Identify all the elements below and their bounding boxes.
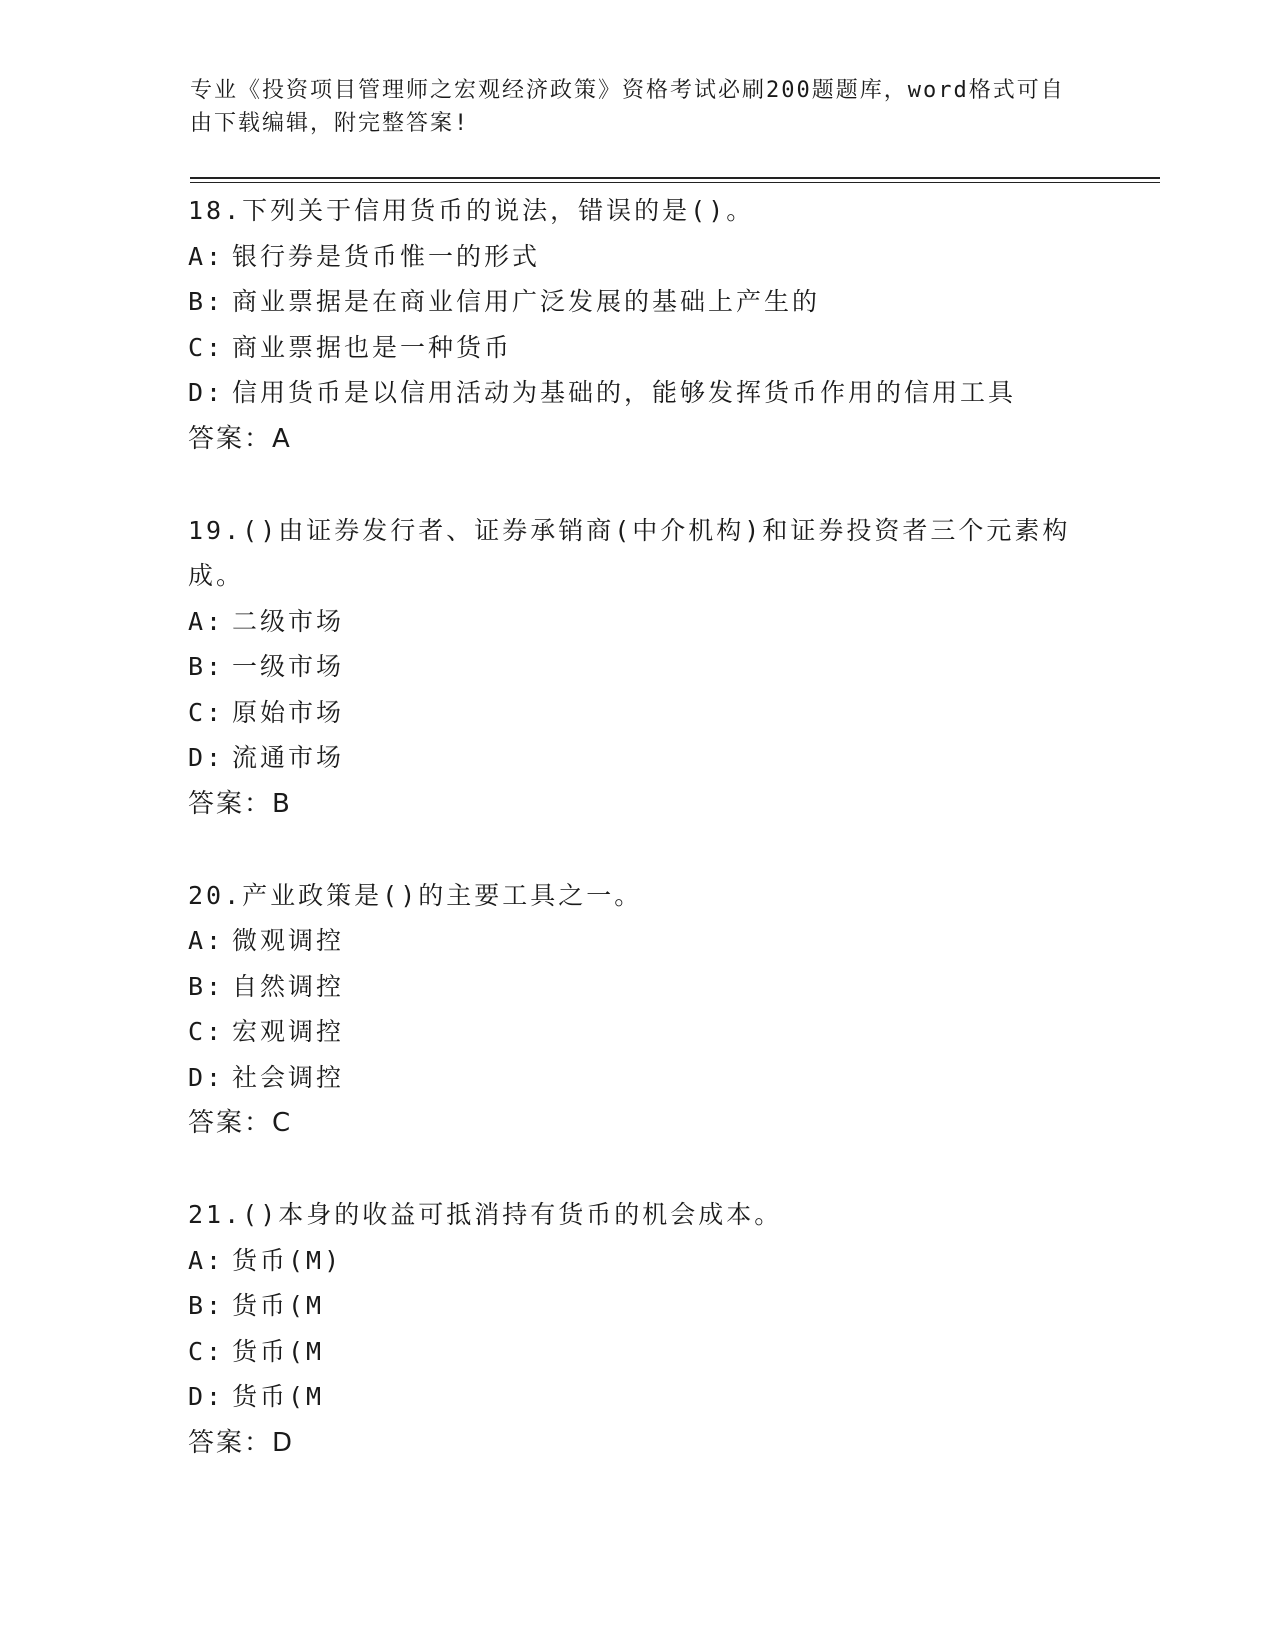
option-text: 银行券是货币惟一的形式 xyxy=(232,241,541,271)
answer-line xyxy=(188,781,1088,827)
option-key: C: xyxy=(188,697,225,727)
option-key: B: xyxy=(188,652,225,681)
option-c xyxy=(188,1329,1088,1375)
option-c xyxy=(188,690,1088,736)
answer-label: 答案： xyxy=(188,1427,273,1458)
question-stem: 18.下列关于信用货币的说法，错误的是()。 xyxy=(188,196,755,225)
answer-label: 答案： xyxy=(188,788,273,819)
option-key: C: xyxy=(188,332,225,362)
option-text: 原始市场 xyxy=(232,697,345,727)
option-d xyxy=(188,1374,1088,1420)
option-a xyxy=(188,1238,1088,1284)
option-d xyxy=(188,1055,1088,1101)
option-key: A: xyxy=(188,926,225,955)
header-divider xyxy=(190,177,1160,183)
answer-value: C xyxy=(272,1108,291,1138)
answer-label: 答案： xyxy=(188,1108,273,1138)
answer-line xyxy=(188,416,1088,462)
option-a xyxy=(188,599,1088,645)
option-key: D: xyxy=(188,1062,225,1092)
option-text: 货币(M) xyxy=(232,1245,343,1275)
option-text: 货币(M xyxy=(232,1291,325,1320)
option-key: D: xyxy=(188,743,225,772)
option-key: B: xyxy=(188,971,225,1001)
option-key: A: xyxy=(188,1245,225,1275)
option-key: B: xyxy=(188,1291,225,1320)
option-text: 二级市场 xyxy=(232,606,345,636)
option-text: 自然调控 xyxy=(232,971,345,1001)
question-20 xyxy=(188,873,1088,1147)
option-text: 微观调控 xyxy=(232,926,345,955)
document-title: 专业《投资项目管理师之宏观经济政策》资格考试必刷200题题库，word格式可自由下载编辑，附完整答案! xyxy=(190,78,1065,136)
answer-label: 答案： xyxy=(188,423,273,454)
option-key: B: xyxy=(188,287,225,316)
answer-value: B xyxy=(272,788,290,819)
option-key: C: xyxy=(188,1336,225,1366)
option-b xyxy=(188,644,1088,690)
option-b xyxy=(188,279,1088,325)
option-d xyxy=(188,735,1088,781)
option-a xyxy=(188,918,1088,964)
answer-value: D xyxy=(272,1427,293,1458)
option-text: 信用货币是以信用活动为基础的，能够发挥货币作用的信用工具 xyxy=(232,378,1017,407)
option-d xyxy=(188,370,1088,416)
option-key: A: xyxy=(188,606,225,636)
option-key: A: xyxy=(188,241,225,271)
option-text: 一级市场 xyxy=(232,652,345,681)
option-b xyxy=(188,1283,1088,1329)
option-key: C: xyxy=(188,1017,225,1046)
question-stem: 20.产业政策是()的主要工具之一。 xyxy=(188,880,643,910)
question-18 xyxy=(188,188,1088,462)
option-key: D: xyxy=(188,1382,225,1411)
option-key: D: xyxy=(188,378,225,407)
question-stem: 21.()本身的收益可抵消持有货币的机会成本。 xyxy=(188,1200,783,1229)
option-b xyxy=(188,964,1088,1010)
answer-value: A xyxy=(272,423,290,454)
question-21 xyxy=(188,1192,1088,1466)
question-stem: 19.()由证券发行者、证券承销商(中介机构)和证券投资者三个元素构成。 xyxy=(188,515,1071,590)
option-text: 货币(M xyxy=(232,1382,325,1411)
option-c xyxy=(188,325,1088,371)
page-header xyxy=(190,74,1070,140)
option-text: 宏观调控 xyxy=(232,1017,345,1046)
option-text: 货币(M xyxy=(232,1336,325,1366)
answer-line xyxy=(188,1420,1088,1466)
option-text: 社会调控 xyxy=(232,1062,345,1092)
option-c xyxy=(188,1009,1088,1055)
option-a xyxy=(188,234,1088,280)
question-19 xyxy=(188,508,1088,827)
answer-line xyxy=(188,1100,1088,1146)
option-text: 流通市场 xyxy=(232,743,345,772)
option-text: 商业票据也是一种货币 xyxy=(232,332,513,362)
option-text: 商业票据是在商业信用广泛发展的基础上产生的 xyxy=(232,287,821,316)
question-list xyxy=(188,188,1088,1512)
